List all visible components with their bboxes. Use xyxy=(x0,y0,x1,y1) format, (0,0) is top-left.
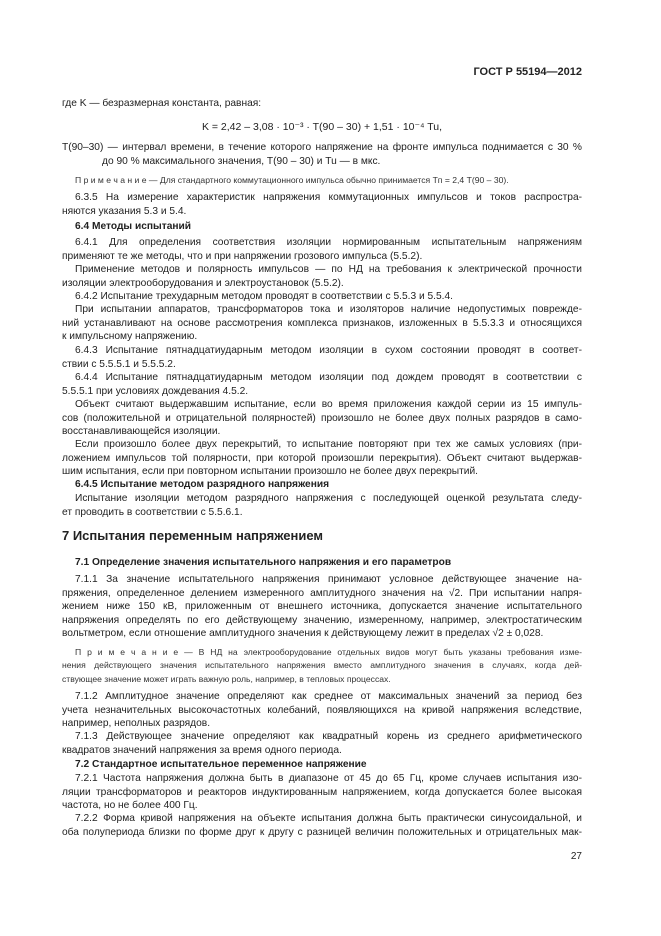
text-line: например, неполных разрядов. xyxy=(62,718,211,729)
text-line: Если произошло более двух перекрытий, то испытание повторяют при тех же самых условиях (при- xyxy=(75,439,582,450)
text-line: напряжения определять по его действующему значению, измеренному, например, электростатическим xyxy=(62,614,582,626)
text-line: применяют те же методы, что и при напряжении грозового импульса (5.5.2). xyxy=(62,250,423,262)
text-line: Объект считают выдержавшим испытание, если во время приложения каждой серии из 15 импуль- xyxy=(75,399,582,410)
paragraph-7-1-3 xyxy=(62,730,582,757)
text-line: 6.4 Методы испытаний xyxy=(75,221,192,232)
text-line: 7.1 Определение значения испытательного напряжения и его параметров xyxy=(75,557,452,568)
text-line: изоляции электрооборудования и электроустановок (5.5.2). xyxy=(62,277,344,289)
text-line: нения действующего значения испытательного напряжения вместо амплитудного значения в случаях, когда дей- xyxy=(62,660,582,671)
text-line: 7.1.2 Амплитудное значение определяют как среднее от максимальных значений за период без xyxy=(75,691,582,702)
document-id: ГОСТ Р 55194—2012 xyxy=(473,66,582,78)
text-line: до 90 % максимального значения, T(90 – 30) и Tu — в мкс. xyxy=(102,155,381,167)
heading-7-1 xyxy=(62,556,582,570)
text-line: ет проводить в соответствии с 5.5.6.1. xyxy=(62,506,243,518)
text-line: 7 Испытания переменным напряжением xyxy=(62,528,324,543)
text-line: ний устанавливают на основе рассмотрения комплекса признаков, изложенных в 5.5.3.3 и относящихся xyxy=(62,317,582,329)
heading-7 xyxy=(62,529,582,543)
definition-t90-30 xyxy=(62,141,582,168)
text-line: 6.4.3 Испытание пятнадцатиударным методом изоляции в сухом состоянии проводят в соответ- xyxy=(75,345,582,356)
text-line: T(90–30) — интервал времени, в течение которого напряжение на фронте импульса поднимается с 30 % xyxy=(62,142,582,153)
text-line: 6.3.5 На измерение характеристик напряжения коммутационных импульсов и токов распростра- xyxy=(75,192,582,203)
paragraph-6-4-2 xyxy=(62,290,582,304)
paragraph-6-4-4 xyxy=(62,371,582,398)
text-line: ствии с 5.5.5.1 и 5.5.5.2. xyxy=(62,358,176,370)
text-line: частота, но не более 400 Гц. xyxy=(62,800,198,811)
text-line: квадратов значений напряжения за время одного периода. xyxy=(62,744,342,756)
text-line: 7.1.3 Действующее значение определяют как квадратный корень из среднего арифметического xyxy=(75,731,582,742)
text-line: 5.5.5.1 при условиях дождевания 4.5.2. xyxy=(62,385,249,397)
paragraph-6-3-5 xyxy=(62,191,582,218)
heading-6-4 xyxy=(62,220,582,234)
paragraph-6-4-4-c xyxy=(62,438,582,479)
text-line: 7.2.1 Частота напряжения должна быть в диапазоне от 45 до 65 Гц, кроме случаев испытания изо- xyxy=(75,773,582,784)
heading-7-2 xyxy=(62,758,582,772)
text-line: сов (положительной и отрицательной полярностей) произошло не более двух полных разрядов в само- xyxy=(62,412,582,424)
page-number: 27 xyxy=(570,851,582,862)
text-line: ляции трансформаторов и реакторов индуктированным напряжением, когда допускается более высокая xyxy=(62,786,582,798)
text-line: 6.4.2 Испытание трехударным методом проводят в соответствии с 5.5.3 и 5.5.4. xyxy=(75,291,453,302)
text-line: где K — безразмерная константа, равная: xyxy=(62,98,262,109)
note-2 xyxy=(62,646,582,686)
text-line: 7.1.1 За значение испытательного напряжения принимают условное действующее значение на- xyxy=(75,574,582,585)
paragraph-7-1-1 xyxy=(62,573,582,641)
text-line: учета незначительных высокочастотных колебаний, появляющихся на кривой напряжения вследствие, xyxy=(62,704,582,716)
text-line: ствующее значение может играть важную роль, например, в тепловых процессах. xyxy=(62,673,391,684)
text-line: жением ниже 150 кВ, приложенным от внешнего источника, допускается значение испытательного xyxy=(62,601,582,612)
text-line: шим испытания, если при повторном испытании произошло не более двух перекрытий. xyxy=(62,466,478,477)
text-line: няются указания 5.3 и 5.4. xyxy=(62,205,187,217)
paragraph-7-2-1 xyxy=(62,772,582,813)
paragraph-6-4-5 xyxy=(62,492,582,519)
paragraph-6-4-1 xyxy=(62,236,582,263)
paragraph-7-1-2 xyxy=(62,690,582,731)
text-line: При испытании аппаратов, трансформаторов тока и изоляторов наличие недопустимых поврежде- xyxy=(75,304,582,315)
paragraph-6-4-1-b xyxy=(62,263,582,290)
text-line: 6.4.1 Для определения соответствия изоляции нормированным испытательным напряжениям xyxy=(75,237,582,248)
text-line: 6.4.4 Испытание пятнадцатиударным методом изоляции под дождем проводят в соответствии с xyxy=(75,372,582,383)
text-line: оба полупериода близки по форме друг к другу с разницей величин положительных и отрицательных мак- xyxy=(62,826,582,838)
text-line: вольтметром, если отношение амплитудного значения к действующему лежит в пределах √2 ± 0,028. xyxy=(62,628,544,639)
text-line: Испытание изоляции методом разрядного напряжения с последующей оценкой результата следу- xyxy=(75,493,582,504)
paragraph-7-2-2 xyxy=(62,812,582,839)
paragraph-where-k xyxy=(62,97,582,111)
text-line: П р и м е ч а н и е — Для стандартного коммутационного импульса обычно принимается Tп = 2,4 T(90 – 30). xyxy=(75,175,509,185)
heading-6-4-5 xyxy=(62,478,582,492)
paragraph-6-4-4-b xyxy=(62,398,582,439)
note-1 xyxy=(62,174,582,187)
text-line: восстанавливающейся изоляции. xyxy=(62,426,221,437)
text-line: 7.2 Стандартное испытательное переменное напряжение xyxy=(75,759,367,770)
text-line: к импульсному напряжению. xyxy=(62,331,198,342)
text-line: ложением импульсов той полярности, при которой произошли перекрытия). Объект считают выдержав- xyxy=(62,452,582,464)
text-line: пряжения, определенное делением измеренного амплитудного значения на √2. При испытании напря- xyxy=(62,587,582,599)
text-line: 7.2.2 Форма кривой напряжения на объекте испытания должна быть практически синусоидальной, и xyxy=(75,813,582,824)
paragraph-6-4-3 xyxy=(62,344,582,371)
text-line: 6.4.5 Испытание методом разрядного напряжения xyxy=(75,479,330,490)
text-line: П р и м е ч а н и е — В НД на электрооборудование отдельных видов могут быть указаны требования изме- xyxy=(75,647,582,657)
text-line: Применение методов и полярность импульсов — по НД на требования к электрической прочности xyxy=(75,264,582,275)
paragraph-6-4-2-b xyxy=(62,303,582,344)
formula-k: K = 2,42 – 3,08 · 10⁻³ · T(90 – 30) + 1,51 · 10⁻⁴ Tu, xyxy=(201,121,443,133)
